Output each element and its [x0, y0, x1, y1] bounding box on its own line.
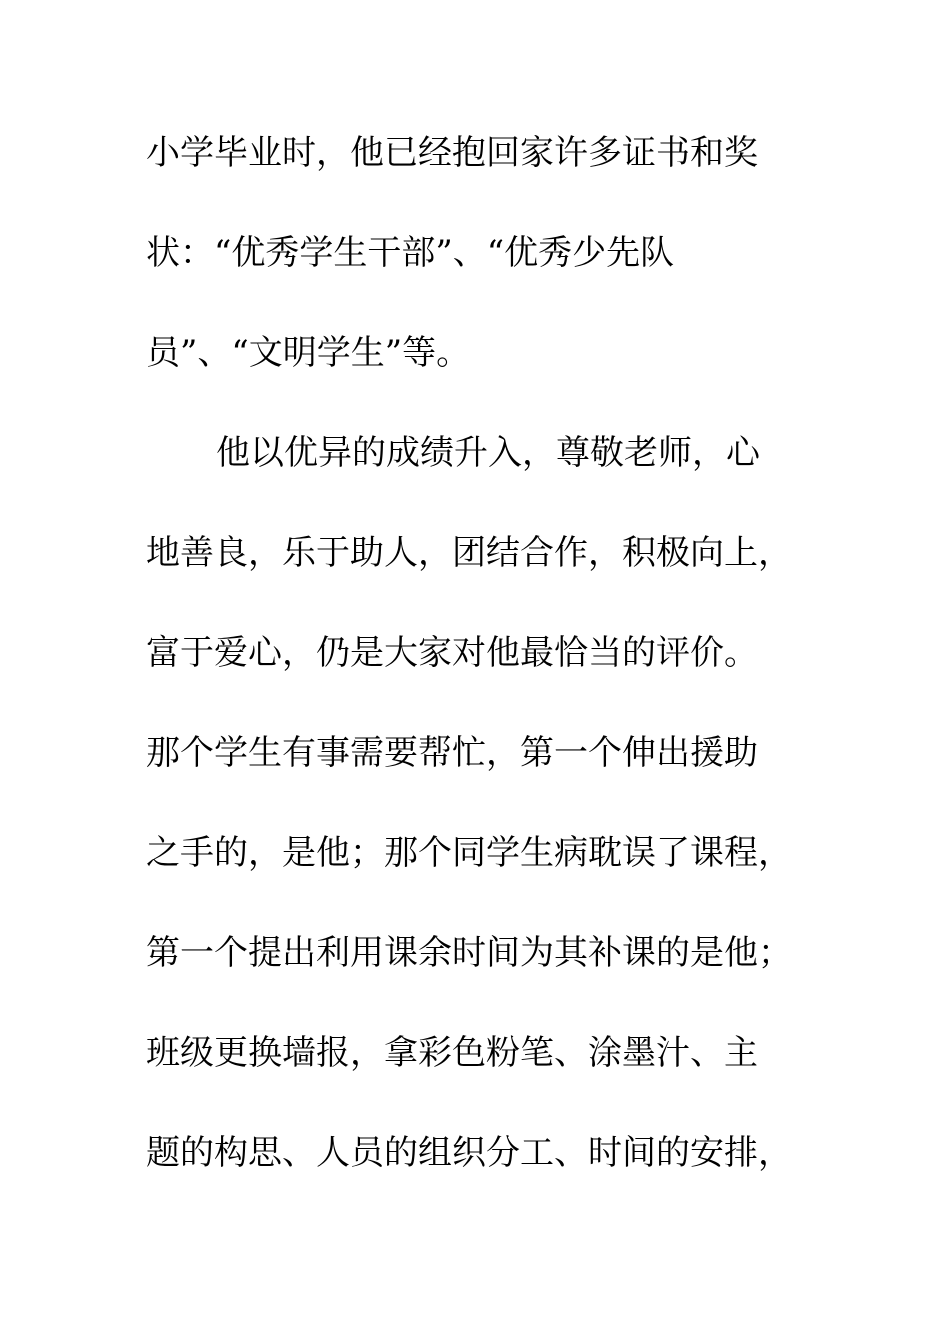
text-line: 之手的，是他；那个同学生病耽误了课程，: [146, 833, 792, 873]
paragraph-first-line: 他以优异的成绩升入，尊敬老师，心: [216, 433, 760, 473]
text-line: 第一个提出利用课余时间为其补课的是他；: [146, 933, 792, 973]
body-text: [146, 121, 806, 1221]
text-line: 班级更换墙报，拿彩色粉笔、涂墨汁、主: [146, 1033, 758, 1073]
text-line: 地善良，乐于助人，团结合作，积极向上，: [146, 533, 792, 573]
text-line: 题的构思、人员的组织分工、时间的安排，: [146, 1133, 792, 1173]
text-line: 那个学生有事需要帮忙，第一个伸出援助: [146, 733, 758, 773]
text-line: 状：“优秀学生干部”、“优秀少先队: [146, 233, 675, 273]
text-line: 小学毕业时，他已经抱回家许多证书和奖: [146, 133, 758, 173]
text-line: 富于爱心，仍是大家对他最恰当的评价。: [146, 633, 758, 673]
text-line: 员”、“文明学生”等。: [146, 333, 471, 373]
